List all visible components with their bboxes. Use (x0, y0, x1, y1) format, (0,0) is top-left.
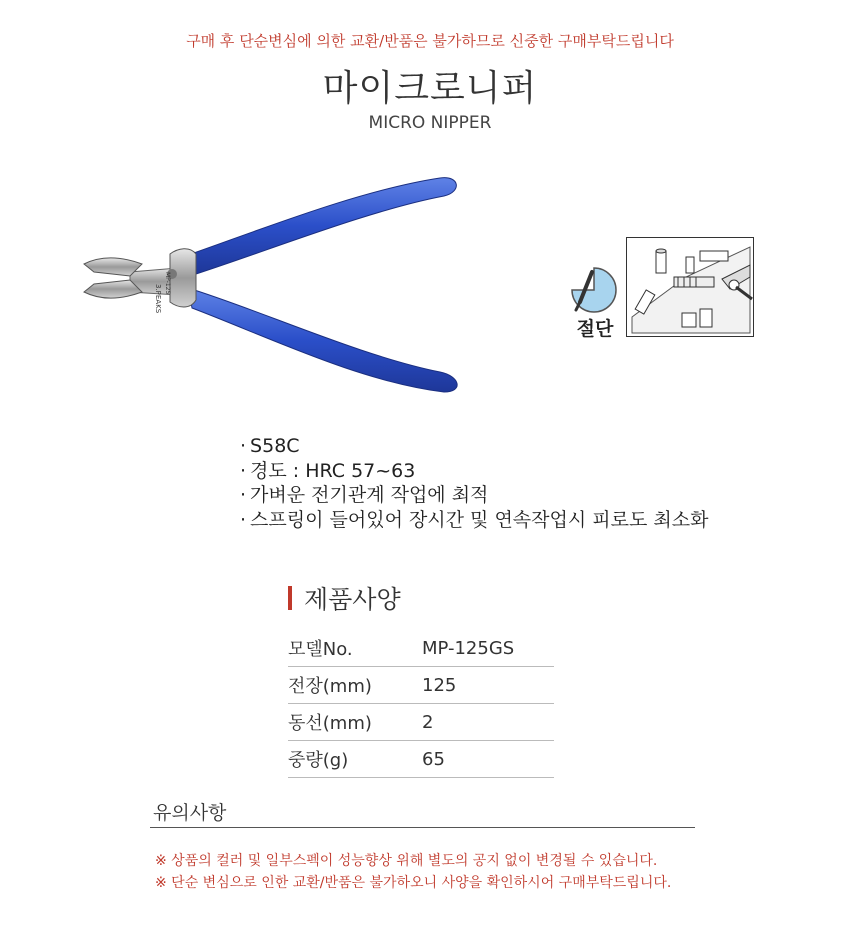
spec-value: 2 (422, 704, 554, 741)
circuit-board-cutting-illustration (626, 237, 754, 337)
top-notice: 구매 후 단순변심에 의한 교환/반품은 불가하므로 신중한 구매부탁드립니다 (186, 32, 674, 50)
spec-title: 제품사양 (304, 585, 401, 614)
feature-item: · 스프링이 들어있어 장시간 및 연속작업시 피로도 최소화 (240, 508, 708, 533)
caution-item: ※ 단순 변심으로 인한 교환/반품은 불가하오니 사양을 확인하시어 구매부탁드립니다. (155, 875, 672, 891)
nipper-brand-engraving: 3.PEAKS (154, 284, 162, 314)
caution-title: 유의사항 (153, 802, 227, 824)
feature-item: · 경도 : HRC 57~63 (240, 459, 708, 484)
caution-divider (150, 827, 695, 828)
feature-item: · 가벼운 전기관계 작업에 최적 (240, 483, 708, 508)
spec-key: 중량(g) (288, 741, 422, 778)
product-title-english: MICRO NIPPER (368, 113, 492, 133)
spec-key: 모델No. (288, 630, 422, 667)
table-row (288, 667, 554, 704)
spec-heading (288, 580, 401, 616)
table-row (288, 704, 554, 741)
nipper-product-image (70, 160, 480, 400)
spec-table (288, 630, 554, 778)
nipper-model-engraving: MP-125 (164, 272, 171, 295)
caution-list (155, 850, 671, 894)
spec-value: 125 (422, 667, 554, 704)
spec-value: 65 (422, 741, 554, 778)
feature-item: · S58C (240, 434, 708, 459)
cutting-icon (566, 262, 622, 318)
table-row (288, 741, 554, 778)
feature-list (240, 434, 708, 532)
spec-value: MP-125GS (422, 630, 554, 667)
caution-item: ※ 상품의 컬러 및 일부스펙이 성능향상 위해 별도의 공지 없이 변경될 수 있습니다. (155, 853, 658, 869)
spec-key: 동선(mm) (288, 704, 422, 741)
spec-heading-bar (288, 586, 292, 610)
product-title-korean: 마이크로니퍼 (322, 68, 538, 109)
cutting-label: 절단 (576, 318, 614, 340)
table-row (288, 630, 554, 667)
spec-key: 전장(mm) (288, 667, 422, 704)
